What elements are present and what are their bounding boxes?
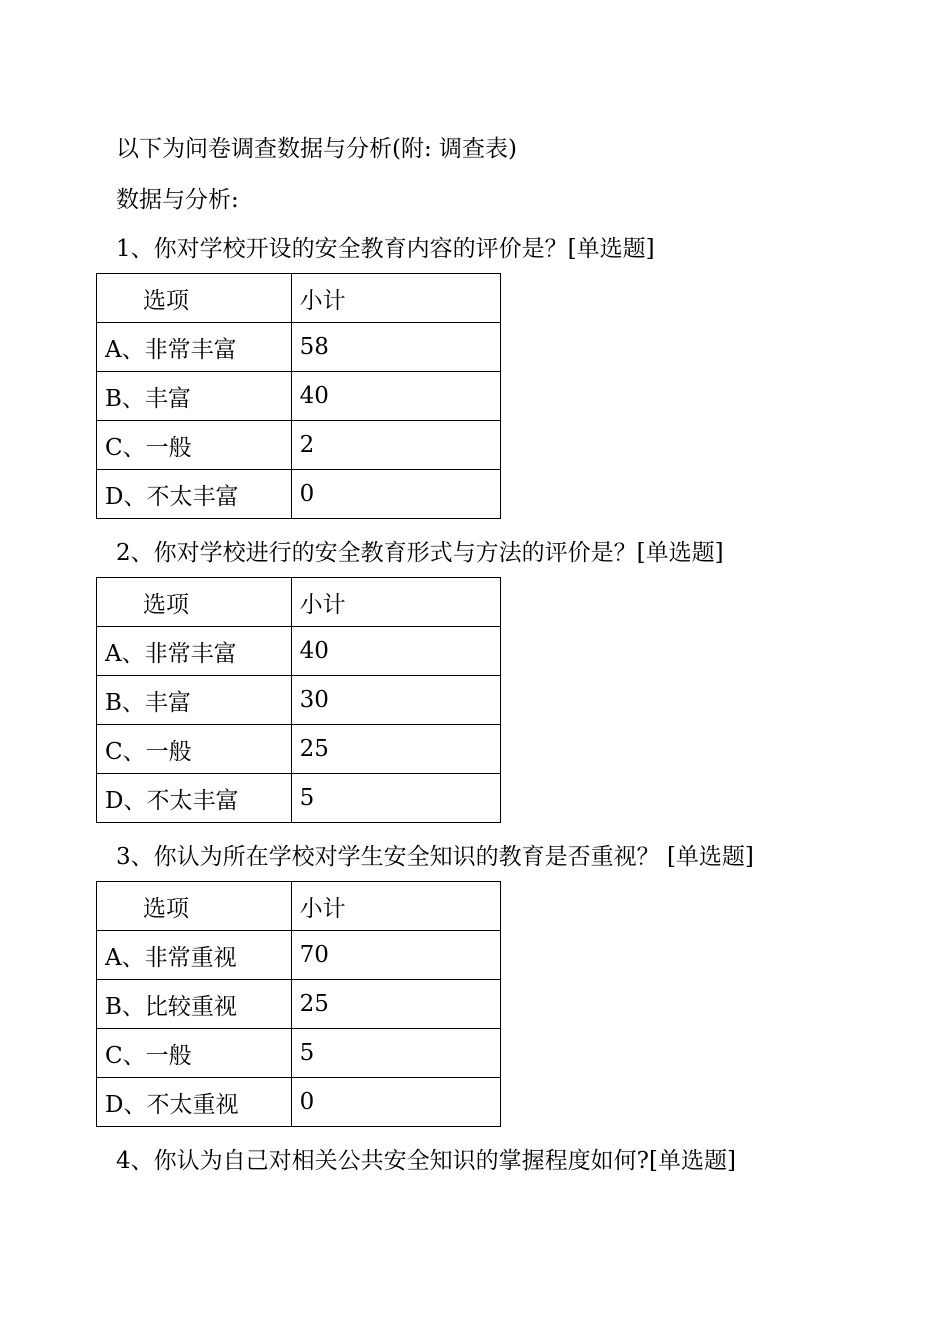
row-count: 5 xyxy=(291,774,500,823)
question-1-title: 1、你对学校开设的安全教育内容的评价是？[单选题] xyxy=(116,236,655,262)
row-count: 0 xyxy=(291,470,500,519)
row-count: 58 xyxy=(291,323,500,372)
section-title: 数据与分析: xyxy=(116,187,239,213)
table-row xyxy=(97,931,501,980)
question-2-table xyxy=(96,577,501,823)
table-row xyxy=(97,372,501,421)
row-option: A、非常丰富 xyxy=(97,323,292,372)
row-option: B、丰富 xyxy=(97,676,292,725)
row-count: 25 xyxy=(291,725,500,774)
row-option: C、一般 xyxy=(97,421,292,470)
table-row xyxy=(97,421,501,470)
row-count: 5 xyxy=(291,1029,500,1078)
table-row xyxy=(97,725,501,774)
table-row xyxy=(97,676,501,725)
question-2-title: 2、你对学校进行的安全教育形式与方法的评价是？[单选题] xyxy=(116,540,724,566)
table-row xyxy=(97,470,501,519)
question-3-table xyxy=(96,881,501,1127)
question-3-title: 3、你认为所在学校对学生安全知识的教育是否重视？ [单选题] xyxy=(116,844,754,870)
row-option: D、不太丰富 xyxy=(97,774,292,823)
row-option: A、非常丰富 xyxy=(97,627,292,676)
table-row xyxy=(97,774,501,823)
header-count: 小计 xyxy=(291,882,500,931)
table-row xyxy=(97,980,501,1029)
header-count: 小计 xyxy=(291,578,500,627)
table-row xyxy=(97,1078,501,1127)
row-count: 40 xyxy=(291,372,500,421)
row-count: 25 xyxy=(291,980,500,1029)
row-option: C、一般 xyxy=(97,725,292,774)
row-count: 40 xyxy=(291,627,500,676)
row-option: C、一般 xyxy=(97,1029,292,1078)
row-count: 2 xyxy=(291,421,500,470)
question-4-title: 4、你认为自己对相关公共安全知识的掌握程度如何?[单选题] xyxy=(116,1148,736,1174)
header-option: 选项 xyxy=(97,578,292,627)
table-header-row xyxy=(97,882,501,931)
row-option: B、丰富 xyxy=(97,372,292,421)
header-count: 小计 xyxy=(291,274,500,323)
header-option: 选项 xyxy=(97,882,292,931)
row-option: B、比较重视 xyxy=(97,980,292,1029)
header-option: 选项 xyxy=(97,274,292,323)
row-count: 30 xyxy=(291,676,500,725)
intro-text: 以下为问卷调查数据与分析(附: 调查表) xyxy=(116,136,518,162)
table-row xyxy=(97,1029,501,1078)
row-option: D、不太重视 xyxy=(97,1078,292,1127)
table-row xyxy=(97,323,501,372)
row-option: D、不太丰富 xyxy=(97,470,292,519)
table-row xyxy=(97,627,501,676)
table-header-row xyxy=(97,274,501,323)
row-count: 70 xyxy=(291,931,500,980)
table-header-row xyxy=(97,578,501,627)
row-count: 0 xyxy=(291,1078,500,1127)
question-1-table xyxy=(96,273,501,519)
row-option: A、非常重视 xyxy=(97,931,292,980)
